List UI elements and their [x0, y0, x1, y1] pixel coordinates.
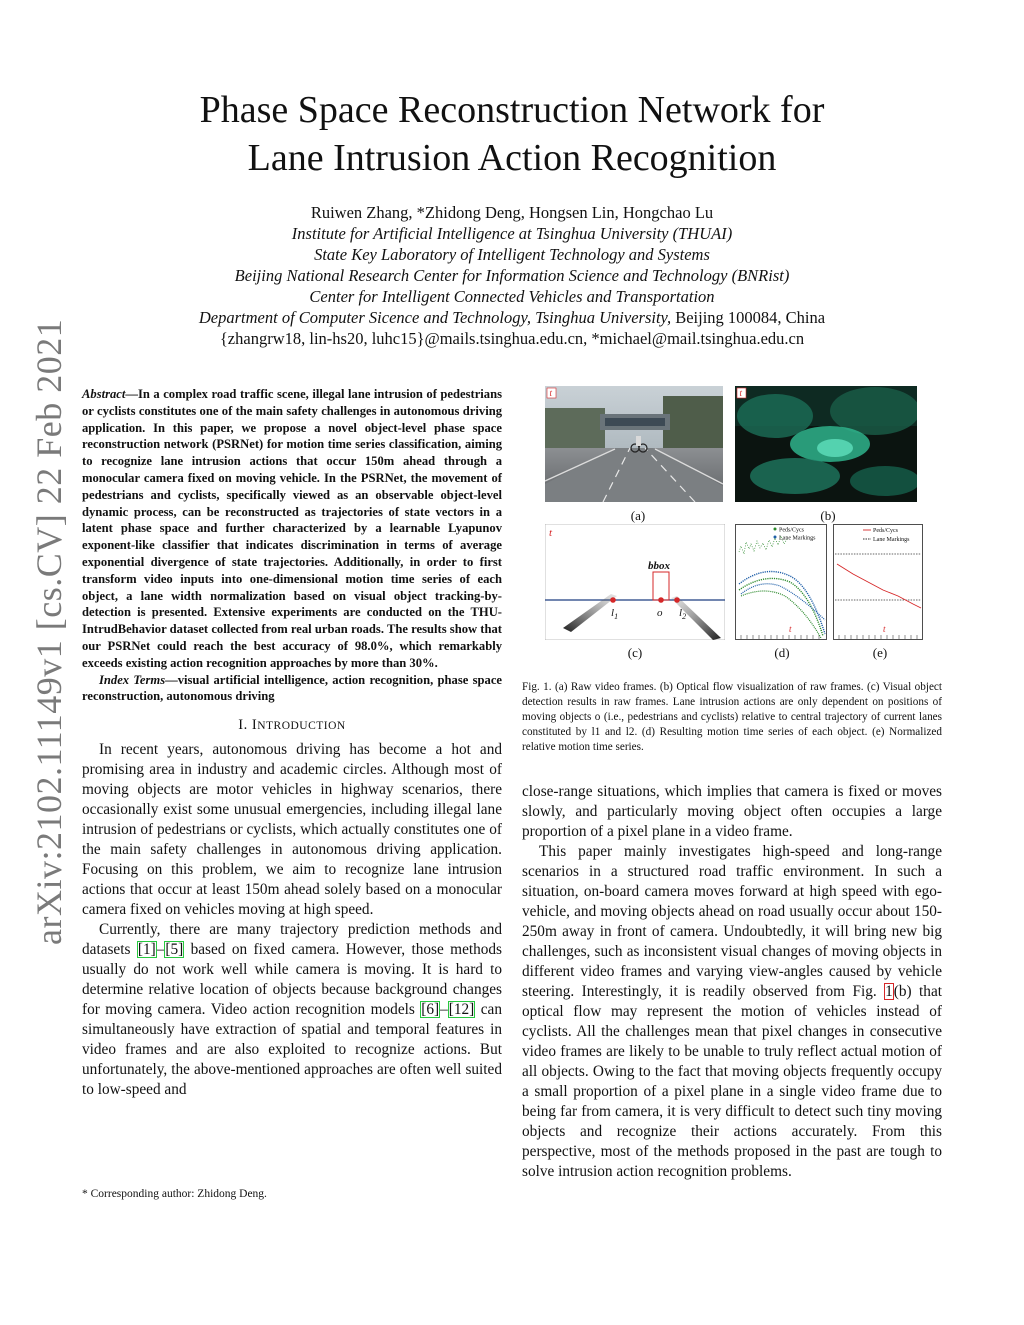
figure-1c-detection-schematic	[545, 524, 725, 640]
abstract-label: Abstract	[82, 387, 126, 401]
affiliation-4: Center for Intelligent Connected Vehicles and Transportation	[309, 287, 715, 306]
section-rest: NTRODUCTION	[257, 720, 346, 733]
abstract-text: —In a complex road traffic scene, illegal lane intrusion of pedestrians or cyclists constitutes one of the main safety challenges in autonomous driving application. In this paper, we propose a novel object-level phase space reconstruction network (PSRNet) for motion time series classification, aiming to recognize lane intrusion actions that occur 150m ahead through a monocular camera fixed on moving vehicle. In the PSRNet, the movement of pedestrians and cyclists, specifically viewed as an observable object-level dynamic process, can be reconstructed as trajectories of state vectors in a latent phase space and further characterized by a learnable Lyapunov exponent-like classifier that indicates discrimination in terms of average exponential divergence of state trajectories. Additionally, in order to first transform video inputs into one-dimensional motion time series of each object, a lane width normalization based on visual object tracking-by-detection is presented. Extensive experiments are conducted on the THU-IntrudBehavior dataset collected from real urban roads. The results show that our PSRNet could reach the best accuracy of 98.0%, which remarkably exceeds existing action recognition approaches by more than 30%.	[82, 387, 502, 670]
right-paragraph-2	[522, 842, 942, 1182]
citation-1-link[interactable]: [1]	[137, 941, 156, 959]
figure-1-reference-link[interactable]: 1	[885, 983, 893, 1000]
affiliation-2: State Key Laboratory of Intelligent Technology and Systems	[314, 245, 710, 264]
section-heading-introduction	[82, 717, 502, 734]
figure-1e-label: (e)	[872, 645, 888, 660]
l2-subscript: 2	[682, 612, 687, 621]
index-terms	[82, 672, 502, 706]
figure-1-caption: Fig. 1. (a) Raw video frames. (b) Optical flow visualization of raw frames. (c) Visual object detection results in raw frames. Lane intrusion actions are only dependent on positions of moving objects o (i.e., pedestrians and cyclists) relative to central trajectory of current lanes constituted by l1 and l2. (d) Resulting motion time series of each object. (e) Normalized relative motion time series.	[522, 681, 942, 753]
figure-1e-legend-lane: Lane Markings	[873, 537, 910, 543]
abstract	[82, 386, 502, 672]
index-terms-text: —visual artificial intelligence, action recognition, phase space reconstruction, autonomous driving	[82, 672, 502, 704]
figure-1a-raw-frame	[545, 386, 723, 502]
affiliation-5-city: Beijing 100084, China	[671, 308, 826, 327]
affiliation-3: Beijing National Research Center for Information Science and Technology (BNRist)	[234, 266, 790, 285]
figure-1e-normalized-relative-motion	[833, 524, 923, 640]
author-block	[100, 202, 924, 349]
intro-p2-part-a: Currently, there are many trajectory prediction methods and datasets	[82, 921, 502, 959]
affiliation-5-dept: Department of Computer Sicence and Technology, Tsinghua University,	[198, 308, 672, 327]
affiliation-5	[100, 307, 924, 328]
figure-1d-label: (d)	[774, 645, 790, 660]
figure-1a-label: (a)	[630, 508, 646, 523]
citation-12-link[interactable]: [12]	[448, 1001, 475, 1019]
affiliation-1: Institute for Artificial Intelligence at Tsinghua University (THUAI)	[291, 224, 733, 243]
right-p2-part-a: This paper mainly investigates high-speed and long-range scenarios in a structured road traffic environment. In such a situation, on-board camera moves forward at high speed with ego-vehicle, and moving objects ahead on road usually occur about 150-250m away in front of camera. Undoubtedly, it will bring new big challenges, such as inconsistent visual changes of moving objects in different video frames and varying view-angles caused by vehicle steering. Interestingly, it is readily observed from Fig.	[522, 843, 942, 1000]
right-paragraph-1: close-range situations, which implies that camera is fixed or moves slowly, and particularly moving object often occupies a large proportion of a pixel plane in a video frame.	[522, 783, 942, 840]
figure-1a-t-label: t	[549, 388, 553, 398]
figure-1c-label: (c)	[627, 645, 643, 660]
author-names: Ruiwen Zhang, *Zhidong Deng, Hongsen Lin, Hongchao Lu	[310, 203, 714, 222]
bbox-label: bbox	[648, 560, 670, 572]
figure-1b-optical-flow	[735, 386, 917, 502]
range-dash-2: –	[440, 1001, 448, 1019]
left-column	[82, 386, 502, 1100]
range-dash-1: –	[156, 941, 165, 959]
intro-paragraph-2	[82, 920, 502, 1100]
l1-letter: l	[611, 607, 615, 619]
author-emails: {zhangrw18, lin-hs20, luhc15}@mails.tsinghua.edu.cn, *michael@mail.tsinghua.edu.cn	[219, 329, 805, 348]
intro-p2-part-b: based on fixed camera. However, those methods usually do not work well while camera is moving. It is hard to determine relative location of objects because background changes for moving camera. Video action recognition models	[82, 941, 503, 1019]
citation-6-link[interactable]: [6]	[421, 1001, 440, 1019]
figure-1b-label: (b)	[820, 508, 836, 523]
citation-5-link[interactable]: [5]	[165, 941, 184, 959]
section-number: I.	[238, 717, 252, 734]
intro-paragraph-1: In recent years, autonomous driving has become a hot and promising area in industry and academic circles. Although most of moving objects are motor vehicles in highway scenarios, there occasionally exist some unusual emergencies, including illegal lane intrusion of pedestrians or cyclists, which actually constitutes one of the main safety challenges in autonomous driving application. Focusing on this problem, we aim to recognize lane intrusion actions that occur at least 150m ahead solely based on a monocular camera fixed on vehicles moving at high speed.	[82, 741, 502, 919]
figure-1e-legend-peds: Peds/Cycs	[873, 528, 899, 534]
o-label: o	[657, 607, 663, 619]
l2-letter: l	[679, 607, 683, 619]
figure-1b-t-label: t	[739, 388, 743, 398]
l1-subscript: 1	[614, 612, 619, 621]
figure-1d-legend-peds: Peds/Cycs	[779, 527, 805, 534]
figure-1d-axis-t: t	[789, 624, 792, 634]
figure-1c-t-label: t	[549, 527, 553, 539]
paper-title	[100, 86, 924, 182]
intro-p2-part-c: can simultaneously have extraction of spatial and temporal features in video frames and are also exploited to recognize actions. But unfortunately, the above-mentioned approaches are often well suited to low-speed and	[82, 1001, 502, 1099]
figure-1e-axis-t: t	[883, 624, 886, 634]
section-initial: I	[251, 717, 258, 734]
right-column	[522, 782, 942, 1182]
title-line-2: Lane Intrusion Action Recognition	[247, 137, 777, 179]
right-p2-part-b: (b) that optical flow may represent the motion of vehicles instead of cyclists. All the challenges mean that pixel changes in consecutive video frames are likely to be unable to truly reflect actual motion of all objects. Owing to the fact that moving objects frequently occupy a small proportion of a pixel plane in a single video frame due to being far from camera, it is very difficult to detect such tiny moving objects and recognize their actions accurately. From this perspective, most of the methods proposed in the past are tough to solve intrusion action recognition problems.	[522, 983, 942, 1180]
index-terms-label: Index Terms	[99, 672, 166, 687]
title-line-1: Phase Space Reconstruction Network for	[199, 89, 825, 131]
figure-1d-motion-time-series	[735, 524, 827, 640]
arxiv-identifier: arXiv:2102.11149v1 [cs.CV] 22 Feb 2021	[29, 318, 69, 945]
figure-1d-legend-lane: Lane Markings	[779, 535, 816, 542]
footnote-corresponding-author: * Corresponding author: Zhidong Deng.	[82, 1188, 267, 1200]
